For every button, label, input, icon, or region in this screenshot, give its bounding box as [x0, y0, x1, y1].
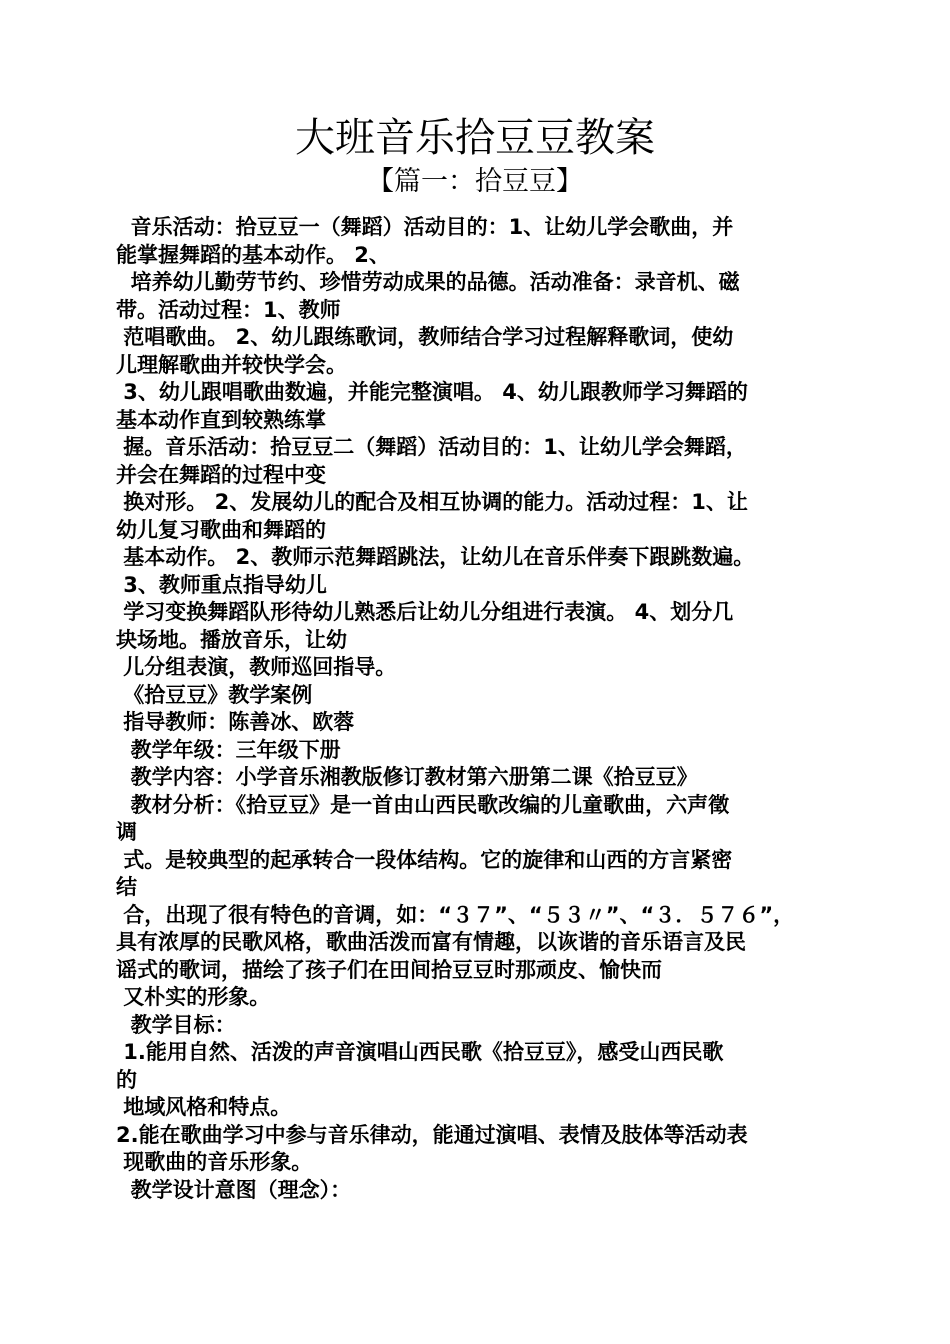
- body-line: 3、幼儿跟唱歌曲数遍，并能完整演唱。 4、幼儿跟教师学习舞蹈的: [116, 380, 748, 404]
- body-line: 指导教师：陈善冰、欧蓉: [116, 710, 355, 734]
- body-line: 调: [116, 820, 137, 844]
- body-line: 式。是较典型的起承转合一段体结构。它的旋律和山西的方言紧密: [116, 847, 733, 872]
- body-line: 基本动作直到较熟练掌: [116, 407, 326, 432]
- body-line: 现歌曲的音乐形象。: [116, 1150, 313, 1174]
- document-subtitle: 【篇一：拾豆豆】: [367, 166, 583, 197]
- body-line: 2.能在歌曲学习中参与音乐律动，能通过演唱、表情及肢体等活动表: [116, 1122, 748, 1147]
- body-line: 教学内容：小学音乐湘教版修订教材第六册第二课《拾豆豆》: [116, 765, 698, 789]
- body-line: 儿分组表演，教师巡回指导。: [116, 655, 397, 679]
- body-line: 换对形。 2、发展幼儿的配合及相互协调的能力。活动过程：1、让: [116, 490, 748, 514]
- body-line: 音乐活动：拾豆豆一（舞蹈）活动目的：1、让幼儿学会歌曲，并: [116, 215, 734, 239]
- body-line: 培养幼儿勤劳节约、珍惜劳动成果的品德。活动准备：录音机、磁: [116, 270, 740, 294]
- body-line: 合，出现了很有特色的音调，如：“３７”、“５３〃”、“３．５７６”，: [116, 902, 795, 927]
- document-body: [116, 214, 846, 1204]
- document-title: 大班音乐拾豆豆教案: [295, 115, 655, 161]
- body-line: 谣式的歌词，描绘了孩子们在田间拾豆豆时那顽皮、愉快而: [116, 957, 662, 982]
- body-line: 握。音乐活动：拾豆豆二（舞蹈）活动目的：1、让幼儿学会舞蹈，: [116, 435, 747, 459]
- body-line: 学习变换舞蹈队形待幼儿熟悉后让幼儿分组进行表演。 4、划分几: [116, 600, 734, 624]
- body-line: 1.能用自然、活泼的声音演唱山西民歌《拾豆豆》，感受山西民歌: [116, 1040, 724, 1064]
- body-line: 的: [116, 1067, 137, 1092]
- body-line: 教材分析：《拾豆豆》是一首由山西民歌改编的儿童歌曲，六声徵: [116, 792, 730, 817]
- body-line: 并会在舞蹈的过程中变: [116, 462, 326, 487]
- body-line: 教学目标：: [116, 1012, 236, 1037]
- body-line: 能掌握舞蹈的基本动作。 2、: [116, 242, 390, 267]
- body-line: 范唱歌曲。 2、幼儿跟练歌词，教师结合学习过程解释歌词，使幼: [116, 325, 734, 349]
- body-line: 教学设计意图（理念）：: [116, 1177, 352, 1202]
- body-line: 基本动作。 2、教师示范舞蹈跳法，让幼儿在音乐伴奏下跟跳数遍。: [116, 545, 755, 569]
- body-line: 又朴实的形象。: [116, 985, 271, 1009]
- body-line: 儿理解歌曲并较快学会。: [116, 352, 347, 377]
- body-line: 地域风格和特点。: [116, 1095, 292, 1119]
- body-line: 结: [116, 875, 137, 899]
- body-line: 带。活动过程：1、教师: [116, 297, 341, 322]
- body-line: 《拾豆豆》教学案例: [116, 682, 313, 707]
- body-line: 教学年级：三年级下册: [116, 737, 341, 762]
- body-line: 3、教师重点指导幼儿: [116, 572, 327, 597]
- body-line: 块场地。播放音乐，让幼: [116, 627, 347, 652]
- body-line: 具有浓厚的民歌风格，歌曲活泼而富有情趣，以诙谐的音乐语言及民: [116, 930, 746, 954]
- body-line: 幼儿复习歌曲和舞蹈的: [116, 517, 326, 542]
